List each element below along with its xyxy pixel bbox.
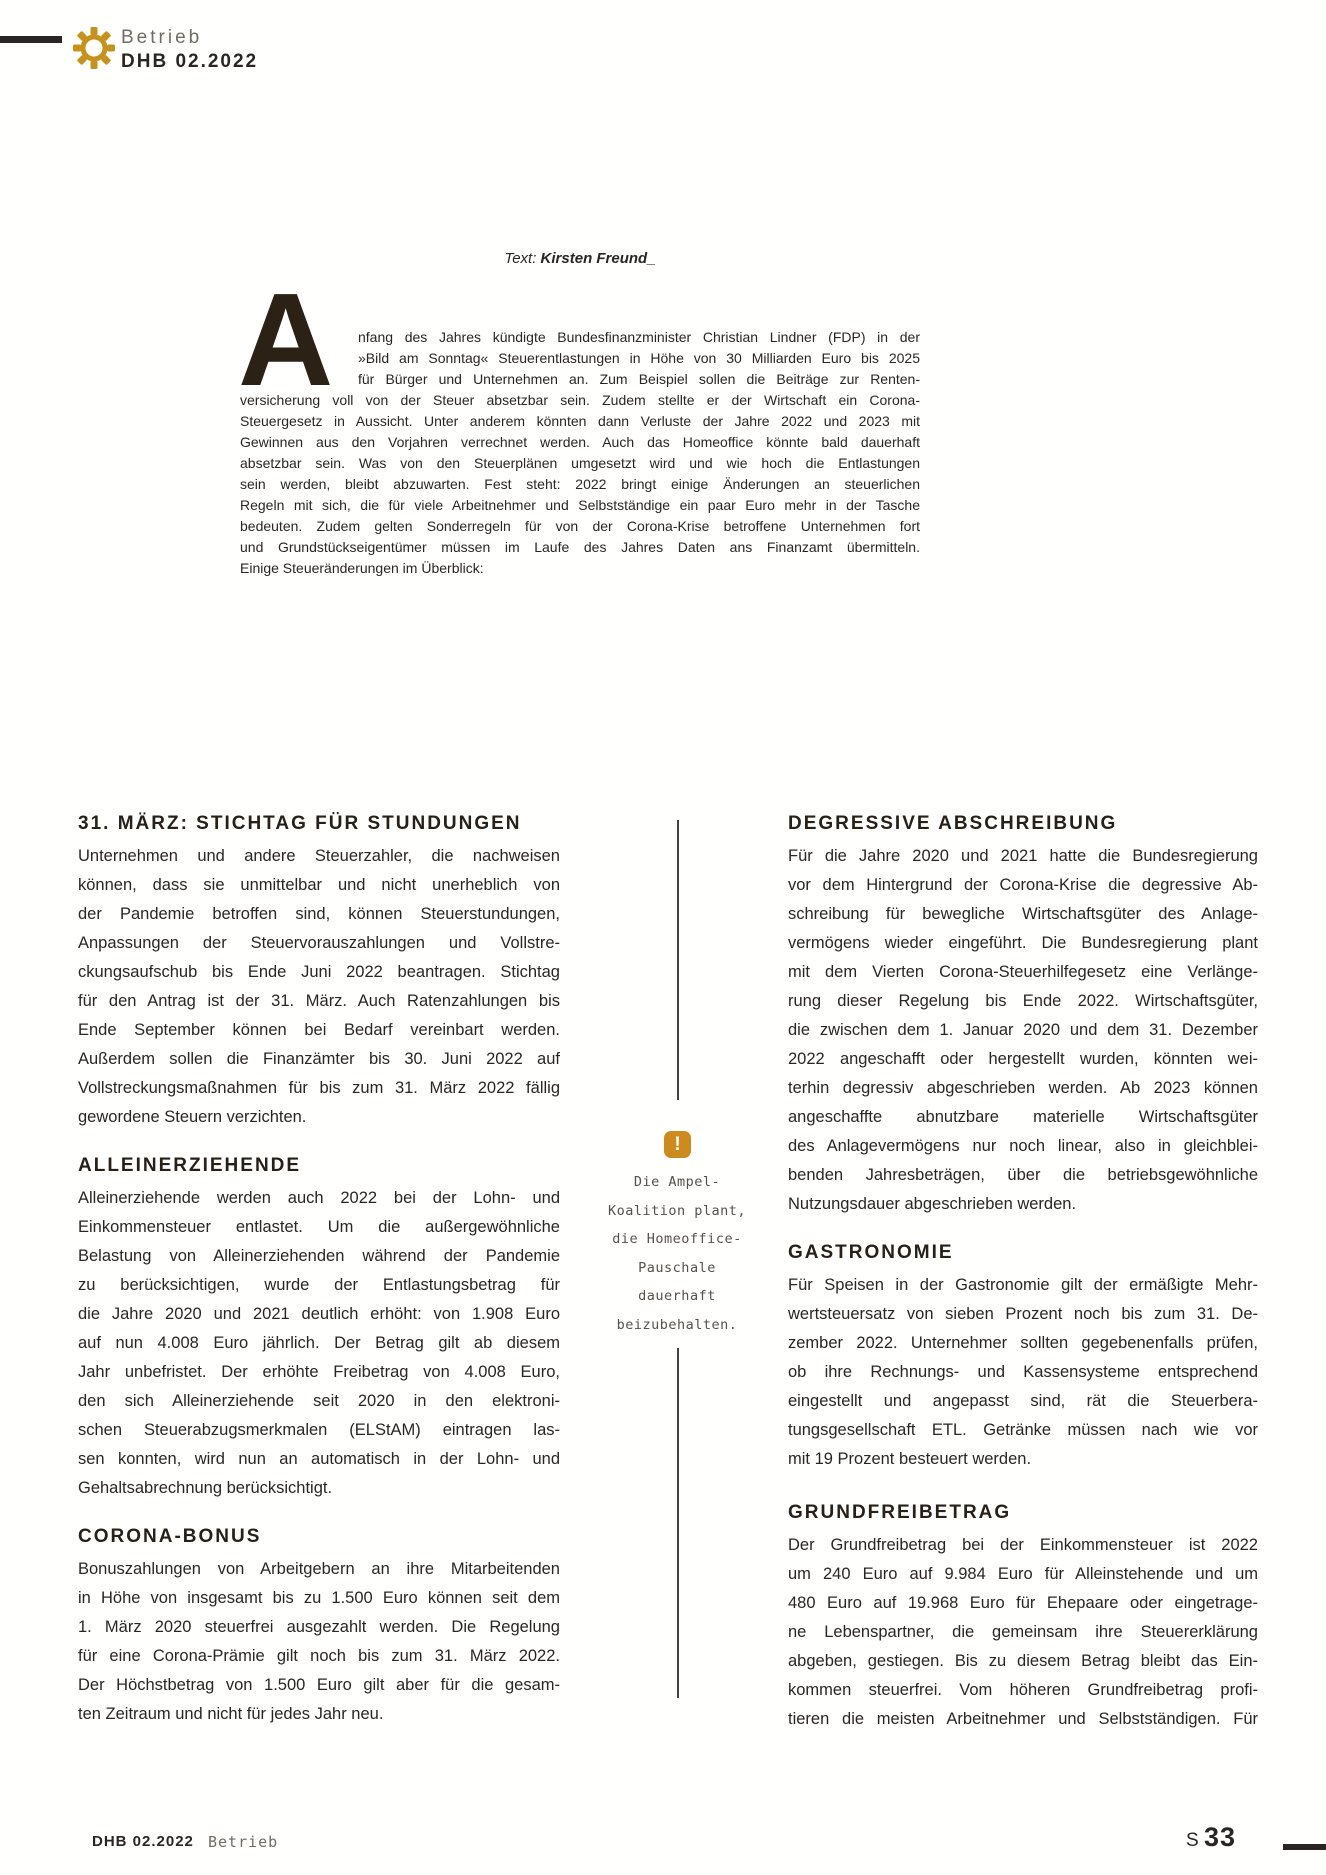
text-line: wertsteuersatz von sieben Prozent noch bis zum 31. De-	[788, 1305, 1258, 1323]
section-heading: 31. MÄRZ: STICHTAG FÜR STUNDUNGEN	[78, 813, 522, 834]
text-line: Nutzungsdauer abgeschrieben werden.	[788, 1195, 1077, 1213]
section-alleinerziehende	[78, 1155, 560, 1503]
text-line: die Jahre 2020 und 2021 deutlich erhöht: von 1.908 Euro	[78, 1305, 560, 1323]
text-line: Für Speisen in der Gastronomie gilt der ermäßigte Mehr-	[788, 1276, 1258, 1294]
text-line: terhin degressiv abgeschrieben werden. Ab 2023 können	[788, 1079, 1258, 1097]
lead-paragraph-full	[240, 390, 920, 579]
lead-paragraph-indented	[358, 327, 920, 390]
text-line: Regeln mit sich, die für viele Arbeitnehmer und Selbstständige ein paar Euro mehr in der Tasche	[240, 497, 920, 513]
text-line: gewordene Steuern verzichten.	[78, 1108, 307, 1126]
section-gastronomie	[788, 1242, 1258, 1474]
text-line: Einkommensteuer entlastet. Um die außergewöhnliche	[78, 1218, 560, 1236]
section-stundungen	[78, 813, 560, 1132]
text-line: 480 Euro auf 19.968 Euro für Ehepaare oder eingetrage-	[788, 1594, 1258, 1612]
header-issue-label: DHB 02.2022	[121, 51, 259, 72]
text-line: 1. März 2020 steuerfrei ausgezahlt werden. Die Regelung	[78, 1618, 560, 1636]
text-line: sen konnten, wird nun an automatisch in der Lohn- und	[78, 1450, 560, 1468]
section-corona-bonus	[78, 1526, 560, 1729]
text-line: sein werden, bleibt abzuwarten. Fest steht: 2022 bringt einige Änderungen an steuerlichen	[240, 476, 920, 492]
text-line: für Bürger und Unternehmen an. Zum Beispiel sollen die Beiträge zur Renten-	[358, 371, 920, 387]
footer-section-label: Betrieb	[208, 1833, 279, 1851]
text-line: Ende September können bei Bedarf vereinbart werden.	[78, 1021, 560, 1039]
byline	[240, 250, 920, 267]
text-line: Der Grundfreibetrag bei der Einkommensteuer ist 2022	[788, 1536, 1258, 1554]
text-line: Steuergesetz in Aussicht. Unter anderem könnten dann Verluste der Jahre 2022 und 2023 mit	[240, 413, 920, 429]
text-line: ob ihre Rechnungs- und Kassensysteme entsprechend	[788, 1363, 1258, 1381]
right-column	[788, 813, 1258, 1734]
header-rule	[0, 36, 62, 43]
text-line: Jahr unbefristet. Der erhöhte Freibetrag von 4.008 Euro,	[78, 1363, 560, 1381]
text-line: Belastung von Alleinerziehenden während der Pandemie	[78, 1247, 560, 1265]
text-line: die zwischen dem 1. Januar 2020 und dem 31. Dezember	[788, 1021, 1258, 1039]
text-line: in Höhe von insgesamt bis zu 1.500 Euro können seit dem	[78, 1589, 560, 1607]
text-line: die Homeoffice-	[612, 1231, 742, 1247]
text-line: Bonuszahlungen von Arbeitgebern an ihre Mitarbeitenden	[78, 1560, 560, 1578]
text-line: ckungsaufschub bis Ende Juni 2022 beantragen. Stichtag	[78, 963, 560, 981]
column-divider-bottom	[677, 1348, 679, 1698]
byline-prefix: Text:	[504, 250, 541, 267]
text-line: angeschaffte abnutzbare materielle Wirtschaftsgüter	[788, 1108, 1258, 1126]
byline-author: Kirsten Freund_	[540, 250, 656, 267]
header-section-label: Betrieb	[121, 27, 203, 48]
text-line: mit 19 Prozent besteuert werden.	[788, 1450, 1032, 1468]
page-number	[1186, 1822, 1236, 1853]
text-line: kommen steuerfrei. Vom höheren Grundfreibetrag profi-	[788, 1681, 1258, 1699]
text-line: Alleinerziehende werden auch 2022 bei der Lohn- und	[78, 1189, 560, 1207]
left-column	[78, 813, 560, 1729]
text-line: der Pandemie betroffen sind, können Steuerstundungen,	[78, 905, 560, 923]
section-body	[78, 1184, 560, 1503]
text-line: schen Steuerabzugsmerkmalen (ELStAM) eintragen las-	[78, 1421, 560, 1439]
text-line: Vollstreckungsmaßnahmen für bis zum 31. März 2022 fällig	[78, 1079, 560, 1097]
text-line: zember 2022. Unternehmer sollten gegebenenfalls prüfen,	[788, 1334, 1258, 1352]
text-line: 2022 angeschafft oder hergestellt wurden, könnten wei-	[788, 1050, 1258, 1068]
gear-icon	[72, 25, 116, 71]
text-line: beizubehalten.	[616, 1316, 738, 1333]
text-line: bedeuten. Zudem gelten Sonderregeln für von der Corona-Krise betroffene Unternehmen fort	[240, 518, 920, 534]
footer-issue-label: DHB 02.2022	[92, 1833, 194, 1850]
section-heading: DEGRESSIVE ABSCHREIBUNG	[788, 813, 1118, 834]
section-body	[788, 1531, 1258, 1734]
text-line: Koalition plant,	[607, 1202, 747, 1219]
text-line: absetzbar sein. Was von den Steuerplänen umgesetzt wird und wie hoch die Entlastungen	[240, 455, 920, 471]
text-line: Unternehmen und andere Steuerzahler, die nachweisen	[78, 847, 560, 865]
text-line: benden Jahresbeträgen, über die betriebsgewöhnliche	[788, 1166, 1258, 1184]
text-line: Gewinnen aus den Vorjahren verrechnet werden. Auch das Homeoffice könnte bald dauerhaft	[240, 434, 920, 450]
text-line: dauerhaft	[638, 1288, 716, 1304]
text-line: abgeben, gestiegen. Bis zu diesem Betrag bleibt das Ein-	[788, 1652, 1258, 1670]
text-line: auf nun 4.008 Euro jährlich. Der Betrag gilt ab diesem	[78, 1334, 560, 1352]
text-line: eingestellt und angepasst sind, rät die Steuerbera-	[788, 1392, 1258, 1410]
page-number-prefix: S	[1186, 1830, 1204, 1851]
text-line: können, dass sie unmittelbar und nicht unerheblich von	[78, 876, 560, 894]
text-line: zu berücksichtigen, wurde der Entlastungsbetrag für	[78, 1276, 560, 1294]
section-body	[788, 842, 1258, 1219]
text-line: Der Höchstbetrag von 1.500 Euro gilt aber für die gesam-	[78, 1676, 560, 1694]
section-grundfreibetrag	[788, 1502, 1258, 1734]
exclamation-icon: !	[664, 1131, 691, 1158]
text-line: Für die Jahre 2020 und 2021 hatte die Bundesregierung	[788, 847, 1258, 865]
text-line: ten Zeitraum und nicht für jedes Jahr neu.	[78, 1705, 384, 1723]
text-line: vermögens wieder eingeführt. Die Bundesregierung plant	[788, 934, 1258, 952]
text-line: um 240 Euro auf 9.984 Euro für Alleinstehende und um	[788, 1565, 1258, 1583]
text-line: schreibung für bewegliche Wirtschaftsgüter des Anlage-	[788, 905, 1258, 923]
page-number-value: 33	[1203, 1822, 1236, 1852]
section-degressive-abschreibung	[788, 813, 1258, 1219]
text-line: versicherung voll von der Steuer absetzbar sein. Zudem stellte er der Wirtschaft ein Corona-	[240, 392, 920, 408]
text-line: mit dem Vierten Corona-Steuerhilfegesetz eine Verlänge-	[788, 963, 1258, 981]
text-line: Einige Steueränderungen im Überblick:	[240, 560, 484, 576]
callout-note	[588, 1168, 766, 1339]
drop-cap: A	[238, 266, 334, 413]
section-heading: GRUNDFREIBETRAG	[788, 1502, 1012, 1523]
text-line: für den Antrag ist der 31. März. Auch Ratenzahlungen bis	[78, 992, 560, 1010]
text-line: Außerdem sollen die Finanzämter bis 30. Juni 2022 auf	[78, 1050, 560, 1068]
text-line: des Anlagevermögens nur noch linear, also in gleichblei-	[788, 1137, 1258, 1155]
text-line: und Grundstückseigentümer müssen im Laufe des Jahres Daten ans Finanzamt übermitteln.	[240, 539, 920, 555]
text-line: für eine Corona-Prämie gilt noch bis zum 31. März 2022.	[78, 1647, 560, 1665]
column-divider-top	[677, 820, 679, 1100]
section-body	[78, 1555, 560, 1729]
section-body	[78, 842, 560, 1132]
text-line: Die Ampel-	[633, 1174, 721, 1190]
section-heading: GASTRONOMIE	[788, 1242, 954, 1263]
section-heading: CORONA-BONUS	[78, 1526, 262, 1547]
section-body	[788, 1271, 1258, 1474]
text-line: Pauschale	[638, 1259, 716, 1276]
text-line: Anpassungen der Steuervorauszahlungen und Vollstre-	[78, 934, 560, 952]
text-line: »Bild am Sonntag« Steuerentlastungen in Höhe von 30 Milliarden Euro bis 2025	[358, 350, 920, 366]
text-line: vor dem Hintergrund der Corona-Krise die degressive Ab-	[788, 876, 1258, 894]
text-line: den sich Alleinerziehende seit 2020 in den elektroni-	[78, 1392, 560, 1410]
footer-rule	[1283, 1844, 1326, 1850]
text-line: ne Lebenspartner, die gemeinsam ihre Steuererklärung	[788, 1623, 1258, 1641]
text-line: nfang des Jahres kündigte Bundesfinanzminister Christian Lindner (FDP) in der	[358, 329, 920, 345]
text-line: Gehaltsabrechnung berücksichtigt.	[78, 1479, 333, 1497]
text-line: tieren die meisten Arbeitnehmer und Selbstständigen. Für	[788, 1710, 1258, 1728]
text-line: rung dieser Regelung bis Ende 2022. Wirtschaftsgüter,	[788, 992, 1258, 1010]
section-heading: ALLEINERZIEHENDE	[78, 1155, 302, 1176]
text-line: tungsgesellschaft ETL. Getränke müssen nach wie vor	[788, 1421, 1258, 1439]
